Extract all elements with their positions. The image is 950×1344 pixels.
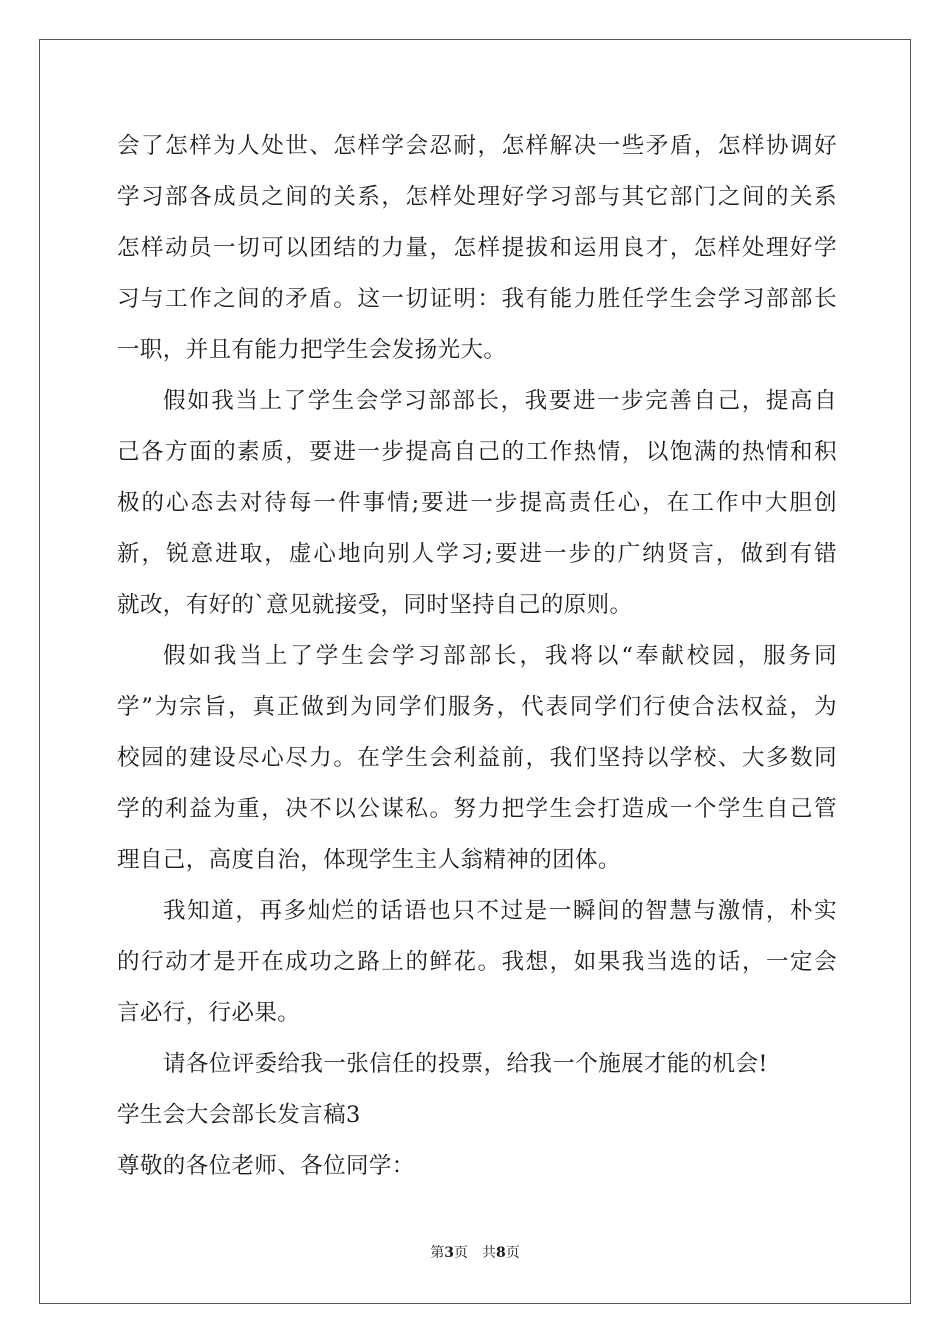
- text-line: 校园的建设尽心尽力。在学生会利益前，我们坚持以学校、大多数同: [117, 745, 837, 771]
- text-line: 极的心态去对待每一件事情;要进一步提高责任心，在工作中大胆创: [117, 490, 837, 516]
- footer-mid: 页 共: [454, 1245, 496, 1261]
- text-line: 己各方面的素质，要进一步提高自己的工作热情，以饱满的热情和积: [117, 439, 837, 465]
- footer-suffix: 页: [505, 1245, 520, 1261]
- text-line: 学的利益为重，决不以公谋私。努力把学生会打造成一个学生自己管: [117, 796, 837, 822]
- footer-prefix: 第: [430, 1245, 445, 1261]
- text-line: 言必行，行必果。: [117, 1000, 301, 1026]
- paragraph-first-line: 请各位评委给我一张信任的投票，给我一个施展才能的机会!: [163, 1051, 768, 1077]
- paragraph-first-line: 假如我当上了学生会学习部部长，我将以“奉献校园，服务同: [163, 643, 837, 669]
- text-line: 怎样动员一切可以团结的力量，怎样提拔和运用良才，怎样处理好学: [117, 235, 837, 261]
- section-heading: 学生会大会部长发言稿3: [117, 1102, 361, 1128]
- text-line: 新，锐意进取，虚心地向别人学习;要进一步的广纳贤言，做到有错: [117, 541, 837, 567]
- salutation: 尊敬的各位老师、各位同学：: [117, 1153, 415, 1179]
- current-page-number: 3: [444, 1245, 454, 1261]
- text-line: 就改，有好的`意见就接受，同时坚持自己的原则。: [117, 592, 633, 618]
- text-line: 学”为宗旨，真正做到为同学们服务，代表同学们行使合法权益，为: [117, 694, 837, 720]
- text-line: 一职，并且有能力把学生会发扬光大。: [117, 337, 507, 363]
- text-line: 理自己，高度自治，体现学生主人翁精神的团体。: [117, 847, 621, 873]
- text-line: 学习部各成员之间的关系，怎样处理好学习部与其它部门之间的关系: [117, 184, 837, 210]
- paragraph-first-line: 假如我当上了学生会学习部部长，我要进一步完善自己，提高自: [163, 388, 837, 414]
- page-footer: [0, 1243, 950, 1263]
- paragraph-first-line: 我知道，再多灿烂的话语也只不过是一瞬间的智慧与激情，朴实: [163, 898, 837, 924]
- text-line: 习与工作之间的矛盾。这一切证明：我有能力胜任学生会学习部部长: [117, 286, 837, 312]
- text-line: 会了怎样为人处世、怎样学会忍耐，怎样解决一些矛盾，怎样协调好: [117, 133, 837, 159]
- total-page-number: 8: [496, 1245, 506, 1261]
- text-line: 的行动才是开在成功之路上的鲜花。我想，如果我当选的话，一定会: [117, 949, 837, 975]
